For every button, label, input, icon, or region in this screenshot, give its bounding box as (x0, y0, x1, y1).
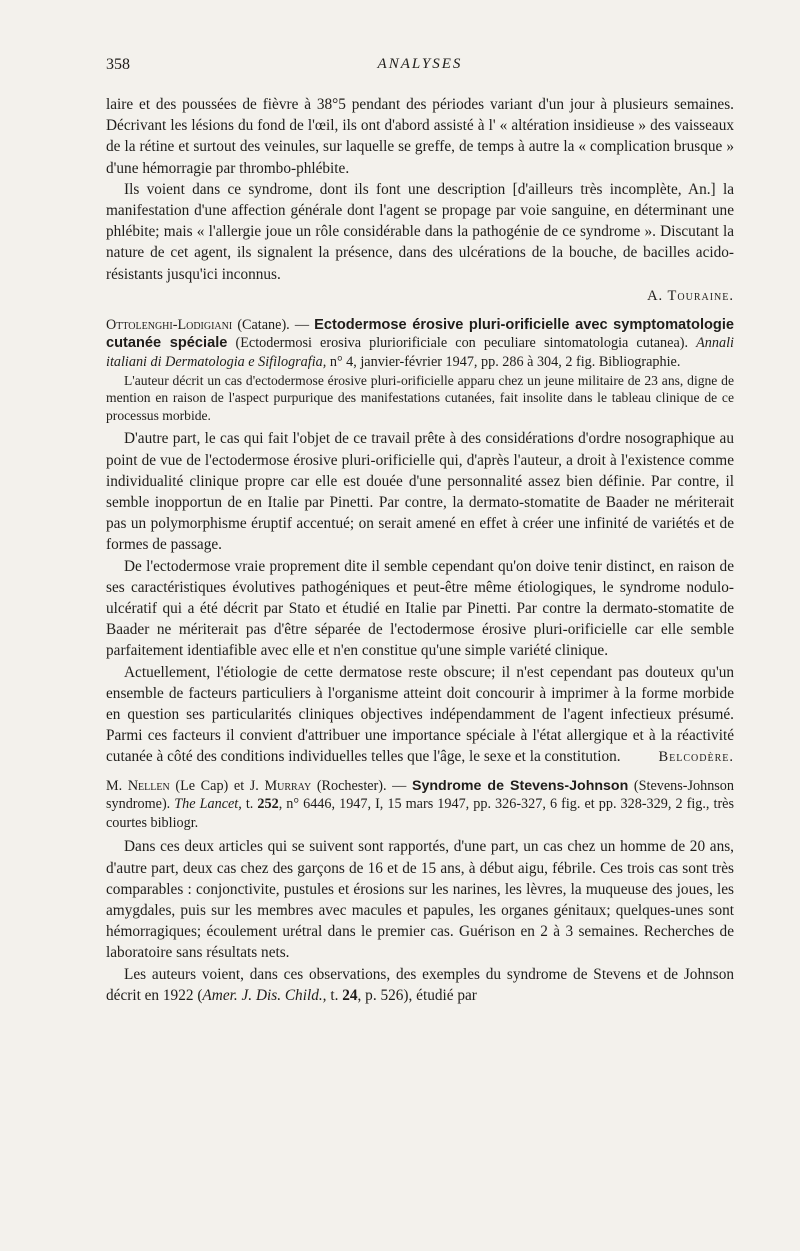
ref-author-murray: Murray (264, 777, 312, 794)
paragraph: D'autre part, le cas qui fait l'objet de ce travail prête à des considérations d'ordre nosographique au point de vue de l'ectodermose érosive pluri-orificielle qui, d'après l'auteur, a droit à l'existence comme individualité clinique propre car elle est douée d'une personnalité assez bien définie. Par contre, il semble inopportun de en Italie par Pinetti. Par contre, la dermato-stomatite de Baader ne mériterait pas un polymorphisme éruptif accentué; on serait amené en effet à créer une infinité de variétés et de formes de passage. (106, 430, 734, 554)
signature-belcodere: Belcodère. (658, 748, 734, 765)
ref-place: (Catane). — (232, 316, 315, 333)
page-number: 358 (106, 56, 130, 73)
ref-journal: The Lancet, (174, 796, 242, 813)
signature-touraine: A. Touraine. (647, 287, 734, 304)
ref-journal: Annali italiani di Dermatologia e Sifilografia, (106, 335, 734, 371)
text-run: Les auteurs voient, dans ces observations, des exemples du syndrome de Stevens et de Johnson décrit en 1922 ( (106, 965, 734, 1004)
ref-volume: 252 (257, 796, 279, 813)
ref-title: Ectodermose érosive pluri-orificielle avec symptomatologie cutanée spéciale (106, 316, 734, 352)
ref-part: t. (241, 796, 258, 813)
page-header (106, 56, 734, 80)
page-content (106, 94, 734, 1006)
ref-title-english: (Stevens-Johnson syndrome). (106, 777, 734, 813)
reference-nellen (106, 777, 734, 833)
section-touraine (106, 94, 734, 306)
section-ottolenghi (106, 316, 734, 767)
paragraph-last (106, 964, 734, 1006)
summary-paragraph: L'auteur décrit un cas d'ectodermose érosive pluri-orificielle apparu chez un jeune militaire de 23 ans, digne de mention en raison de l'aspect purpurique des manifestations cutanées, fait insolite dans le tableau clinique de ce processus morbide. (106, 372, 734, 423)
ref-author-nellen: Nellen (127, 777, 170, 794)
reference-ottolenghi (106, 316, 734, 372)
paragraph: laire et des poussées de fièvre à 38°5 pendant des périodes variant d'un jour à plusieurs semaines. Décrivant les lésions du fond de l'œil, ils ont d'abord assisté à l' « altération insidieuse » des vaisseaux de la rétine et surtout des veinules, sur laquelle se greffe, de temps à autre la « complication brusque » d'une hémorragie par thrombo-phlébite. (106, 96, 734, 177)
text-run: t. (326, 986, 343, 1004)
paragraph: Actuellement, l'étiologie de cette dermatose reste obscure; il n'est cependant pas douteux qu'un ensemble de facteurs particuliers à l'organisme atteint doit concourir à imprimer à la forme morbide en question ses particularités cliniques objectives indépendamment de l'agent infectieux présumé. Parmi ces facteurs il convient d'attribuer une importance spéciale à l'état allergique et à la réactivité cutanée à côté des conditions individuelles telles que l'âge, le sexe et la constitution. (106, 663, 734, 766)
ref-italian-title: (Ectodermosi erosiva pluriorificiale con peculiare sintomatologia cutanea). (227, 335, 697, 352)
paragraph: De l'ectodermose vraie proprement dite il semble cependant qu'on doive tenir distinct, en raison de ses caractéristiques évolutives pathogéniques et peut-être même étiologiques, le syndrome nodulo-ulcératif qui a été décrit par Stato et étudié en Italie par Pinetti. Par contre la dermato-stomatite de Baader ne mériterait pas d'être séparée de l'ectodermose érosive pluri-orificielle car elle semble parfaitement identiafible avec elle et n'en constitue qu'une simple variété clinique. (106, 557, 734, 660)
section-nellen (106, 777, 734, 1006)
text-run: , p. 526), étudié par (357, 986, 477, 1004)
running-title: ANALYSES (377, 56, 463, 72)
ref-part: (Rochester). — (311, 777, 413, 794)
summary-block (106, 372, 734, 425)
ref-part: (Le Cap) et J. (169, 777, 265, 794)
ref-part: M. (106, 777, 128, 794)
paragraph: Dans ces deux articles qui se suivent sont rapportés, d'une part, un cas chez un homme de 20 ans, d'autre part, deux cas chez des garçons de 16 et de 15 ans, à début aigu, fébrile. Ces trois cas sont très comparables : conjonctivite, pustules et érosions sur les narines, les lèvres, la muqueuse des joues, les amygdales, puis sur les membres avec macules et papules, les organes génitaux; quelques-unes sont hémorragiques; écoulement urétral dans le premier cas. Guérison en 2 à 3 semaines. Recherches de laboratoire sans résultats nets. (106, 838, 734, 962)
ref-tail: , n° 6446, 1947, I, 15 mars 1947, pp. 326-327, 6 fig. et pp. 328-329, 2 fig., très courtes bibliogr. (106, 796, 734, 831)
ref-title: Syndrome de Stevens-Johnson (412, 777, 629, 794)
volume-number: 24 (342, 986, 358, 1004)
ref-tail: n° 4, janvier-février 1947, pp. 286 à 304, 2 fig. Bibliographie. (326, 354, 681, 371)
journal-citation: Amer. J. Dis. Child., (202, 986, 327, 1004)
paragraph: Ils voient dans ce syndrome, dont ils font une description [d'ailleurs très incomplète, An.] la manifestation d'une affection générale dont l'agent se propage par voie sanguine, en déterminant une phlébite; mais « l'allergie joue un rôle considérable dans la pathogénie de ce syndrome ». Discutant la nature de cet agent, ils signalent la présence, dans des ulcérations de la bouche, de bacilles acido-résistants jusqu'ici inconnus. (106, 180, 734, 283)
ref-authors: Ottolenghi-Lodigiani (106, 316, 233, 333)
